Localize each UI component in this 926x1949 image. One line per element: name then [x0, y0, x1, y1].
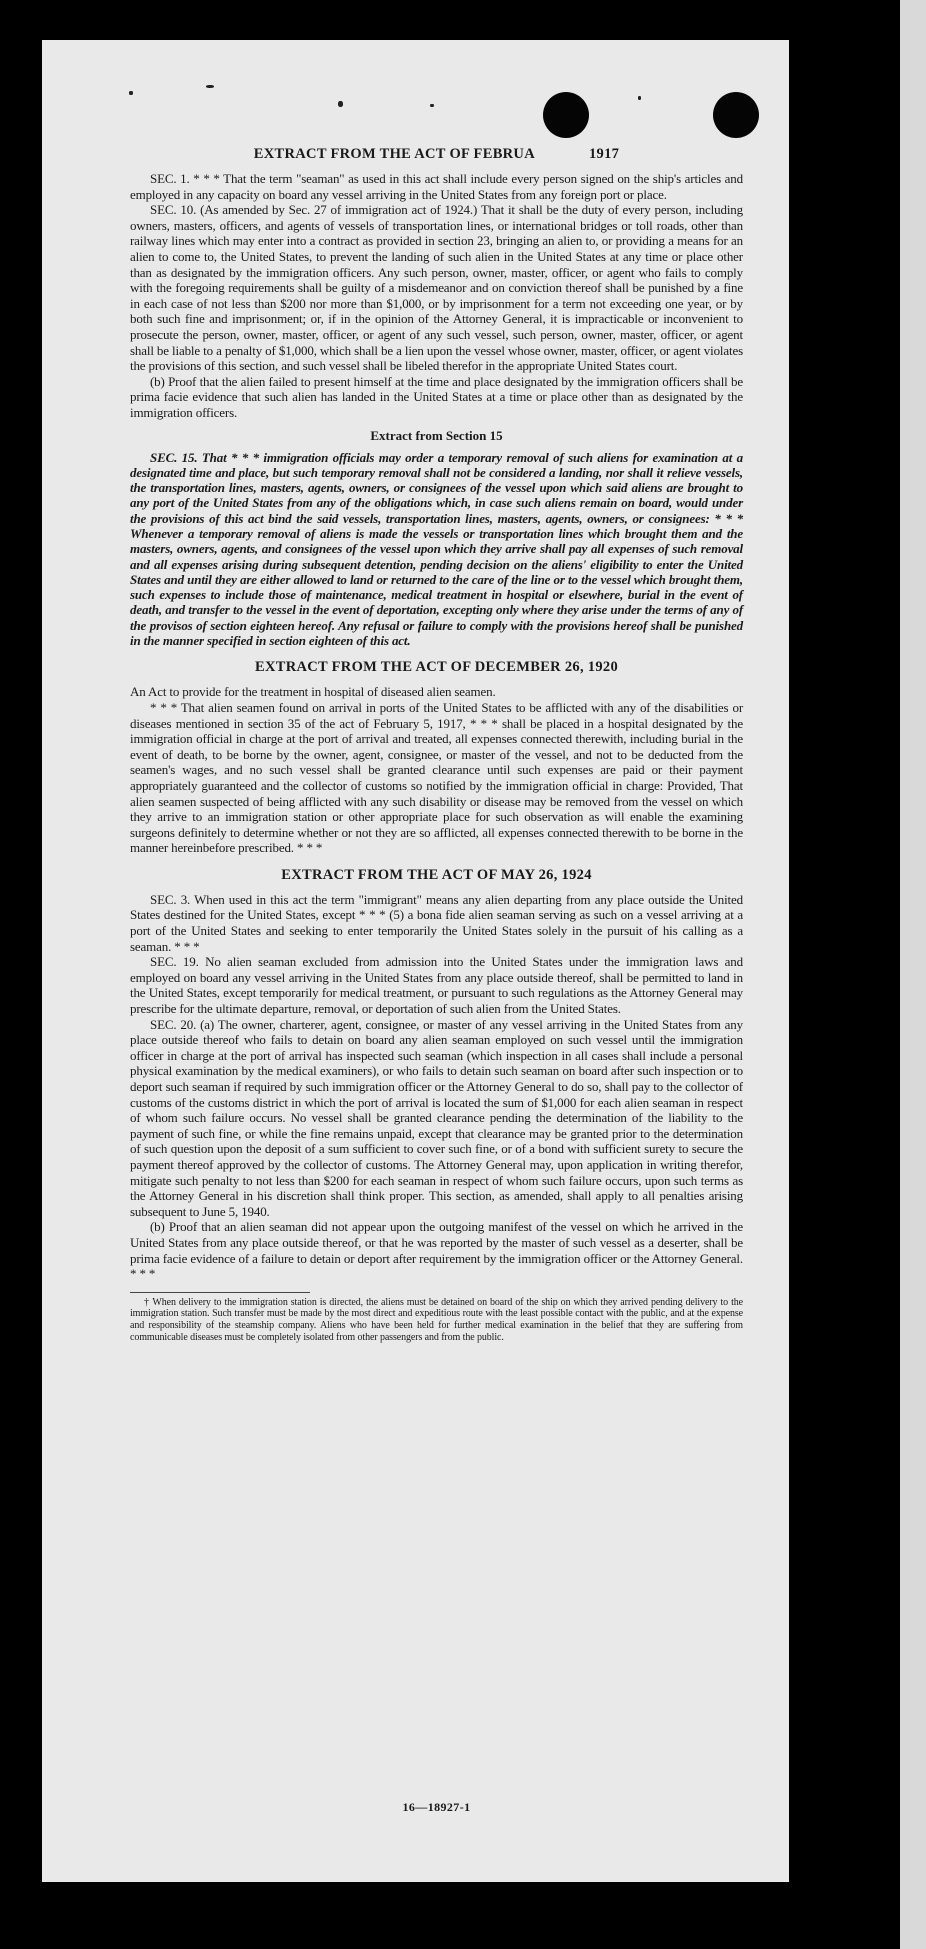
document-body — [130, 135, 743, 1343]
may1924-sec19: SEC. 19. No alien seaman excluded from admission into the United States under the immigration laws and employed on board any vessel arriving in the United States from any place outside thereof, shall be permitted to land in the United States, except temporarily for medical treatment, or pursuant to such regulations as the Attorney General may prescribe for the ultimate departure, removal, or deportation of such alien from the United States. — [130, 954, 743, 1017]
punch-hole-left — [543, 92, 589, 138]
scan-speck — [430, 104, 434, 107]
title-may-1924: EXTRACT FROM THE ACT OF MAY 26, 1924 — [281, 866, 592, 883]
feb1917-sec10b: (b) Proof that the alien failed to present himself at the time and place designated by the immigration officers shall be prima facie evidence that such alien has landed in the United States at a time or place other than as designated by the immigration officers. — [130, 373, 743, 420]
title-feb-1917-text: EXTRACT FROM THE ACT OF FEBRUA — [253, 146, 535, 162]
scan-speck — [206, 85, 214, 88]
dec1920-act-title: An Act to provide for the treatment in hospital of diseased alien seamen. — [130, 684, 496, 700]
may1924-sec3: SEC. 3. When used in this act the term "immigrant" means any alien departing from any place outside the United States destined for the United States, except * * * (5) a bona fide alien seaman serving as such on a vessel arriving at a port of the United States and seeking to enter temporarily the United States solely in the pursuit of his calling as a seaman. * * * — [130, 891, 743, 954]
feb1917-sec10: SEC. 10. (As amended by Sec. 27 of immigration act of 1924.) That it shall be the duty of every person, including owners, masters, officers, and agents of vessels of transportation lines, or international bridges or toll roads, other than railway lines which may enter into a contract as provided in section 23, bringing an alien to, or providing a means for an alien to come to, the United States, to prevent the landing of such alien in the United States at any time or place other than as designated by the immigration officers. Any such person, owner, master, officer, or agent who fails to comply with the foregoing requirements shall be guilty of a misdemeanor and on conviction thereof shall be punished by a fine in each case of not less than $200 nor more than $1,000, or by imprisonment for a term not exceeding one year, or by both such fine and imprisonment; or, if in the opinion of the Attorney General, it is impracticable or inconvenient to prosecute the person, owner, master, officer, or agent of any such vessel, such person, owner, master, officer, or agent shall be liable to a penalty of $1,000, which shall be a lien upon the vessel whose owner, master, officer, or agent violates the provisions of this section, and such vessel shall be libeled therefor in the appropriate United States court. — [130, 202, 743, 374]
sec15-text: SEC. 15. That * * * immigration officials may order a temporary removal of such aliens for examination at a designated time and place, but such temporary removal shall not be considered a landing, nor shall it relieve vessels, the transportation lines, masters, agents, owners, or consignees of the vessel upon which said aliens are brought to any port of the United States from any of the obligations which, in case such aliens remain on board, would under the provisions of this act bind the said vessels, transportation lines, masters, agents, owners, or consignees: * * * Whenever a temporary removal of aliens is made the vessels or transportation lines which brought them and the masters, owners, agents, and consignees of the vessel upon which they arrive shall pay all expenses of such removal and all expenses arising during subsequent detention, pending decision on the aliens' eligibility to enter the United States and until they are either allowed to land or returned to the care of the line or to the vessel which brought them, such expenses to include those of maintenance, medical treatment in hospital or elsewhere, burial in the event of death, and transfer to the vessel in the event of deportation, excepting only where they arise under the terms of any of the provisos of section eighteen hereof. Any refusal or failure to comply with the provisions hereof shall be punished in the manner specified in section eighteen of this act. — [130, 449, 743, 649]
punch-hole-right — [713, 92, 759, 138]
may1924-sec20a: SEC. 20. (a) The owner, charterer, agent, consignee, or master of any vessel arriving in the United States from any place outside thereof who fails to detain on board any alien seaman employed on such vessel until the immigration officer in charge at the port of arrival has inspected such seaman (which inspection in all cases shall include a personal physical examination by the medical examiners), or who fails to detain such seaman on board after such inspection or to deport such seaman if required by such immigration officer or the Attorney General to do so, shall pay to the collector of customs of the customs district in which the port of arrival is located the sum of $1,000 for each alien seaman in respect of whom such failure occurs. No vessel shall be granted clearance pending the determination of the liability to the payment of such fine, or while the fine remains unpaid, except that clearance may be granted prior to the determination of such question upon the deposit of a sum sufficient to cover such fine, or of a bond with sufficient surety to secure the payment thereof approved by the collector of customs. The Attorney General may, upon application in writing therefor, mitigate such penalty to not less than $200 for each seaman in respect of whom such failure occurs, upon such terms as the Attorney General in his discretion shall think proper. This section, as amended, shall apply to all penalties arising subsequent to June 5, 1940. — [130, 1016, 743, 1219]
may1924-sec20b: (b) Proof that an alien seaman did not appear upon the outgoing manifest of the vessel on which he arrived in the United States from any place outside thereof, or that he was reported by the master of such vessel as a deserter, shall be prima facie evidence of a failure to detain or deport after requirement by the immigration officer or the Attorney General. * * * — [130, 1219, 743, 1282]
scan-speck — [129, 91, 133, 95]
scanner-edge-strip — [900, 0, 926, 1949]
section15-subtitle: Extract from Section 15 — [370, 427, 503, 443]
feb1917-sec1: SEC. 1. * * * That the term "seaman" as used in this act shall include every person signed on the ship's articles and employed in any capacity on board any vessel arriving in the United States from any foreign port or place. — [130, 171, 743, 202]
title-feb-1917-year: 1917 — [588, 146, 620, 162]
scan-speck — [338, 101, 343, 107]
footnote-rule — [130, 1292, 310, 1293]
scan-speck — [638, 96, 641, 100]
document-number: 16—18927-1 — [402, 1800, 471, 1814]
title-dec-1920: EXTRACT FROM THE ACT OF DECEMBER 26, 1920 — [254, 659, 619, 676]
document-page — [42, 40, 789, 1882]
title-feb-1917 — [130, 145, 743, 163]
footnote: † When delivery to the immigration station is directed, the aliens must be detained on board of the ship on which they arrived pending delivery to the immigration station. Such transfer must be made by the most direct and expeditious route with the least possible contact with the public, and at the expense and responsibility of the steamship company. Aliens who have been held for further medical examination in the belief that they are suffering from communicable diseases must be completely isolated from other passengers and from the public. — [130, 1296, 743, 1343]
dec1920-text: * * * That alien seamen found on arrival in ports of the United States to be afflicted with any of the disabilities or diseases mentioned in section 35 of the act of February 5, 1917, * * * shall be placed in a hospital designated by the immigration official in charge at the port of arrival and treated, all expenses connected therewith, including burial in the event of death, to be borne by the owner, agent, consignee, or master of the vessel, and not to be deducted from the seamen's wages, and no such vessel shall be granted clearance until such expenses are paid or their payment appropriately guaranteed and the collector of customs so notified by the immigration official in charge: Provided, That alien seamen suspected of being afflicted with any such disability or disease may be removed from the vessel on which they arrive to an immigration station or other appropriate place for such observation as will enable the examining surgeons definitely to determine whether or not they are so afflicted, all expenses connected therewith to be borne in the manner hereinbefore prescribed. * * * — [130, 699, 743, 856]
